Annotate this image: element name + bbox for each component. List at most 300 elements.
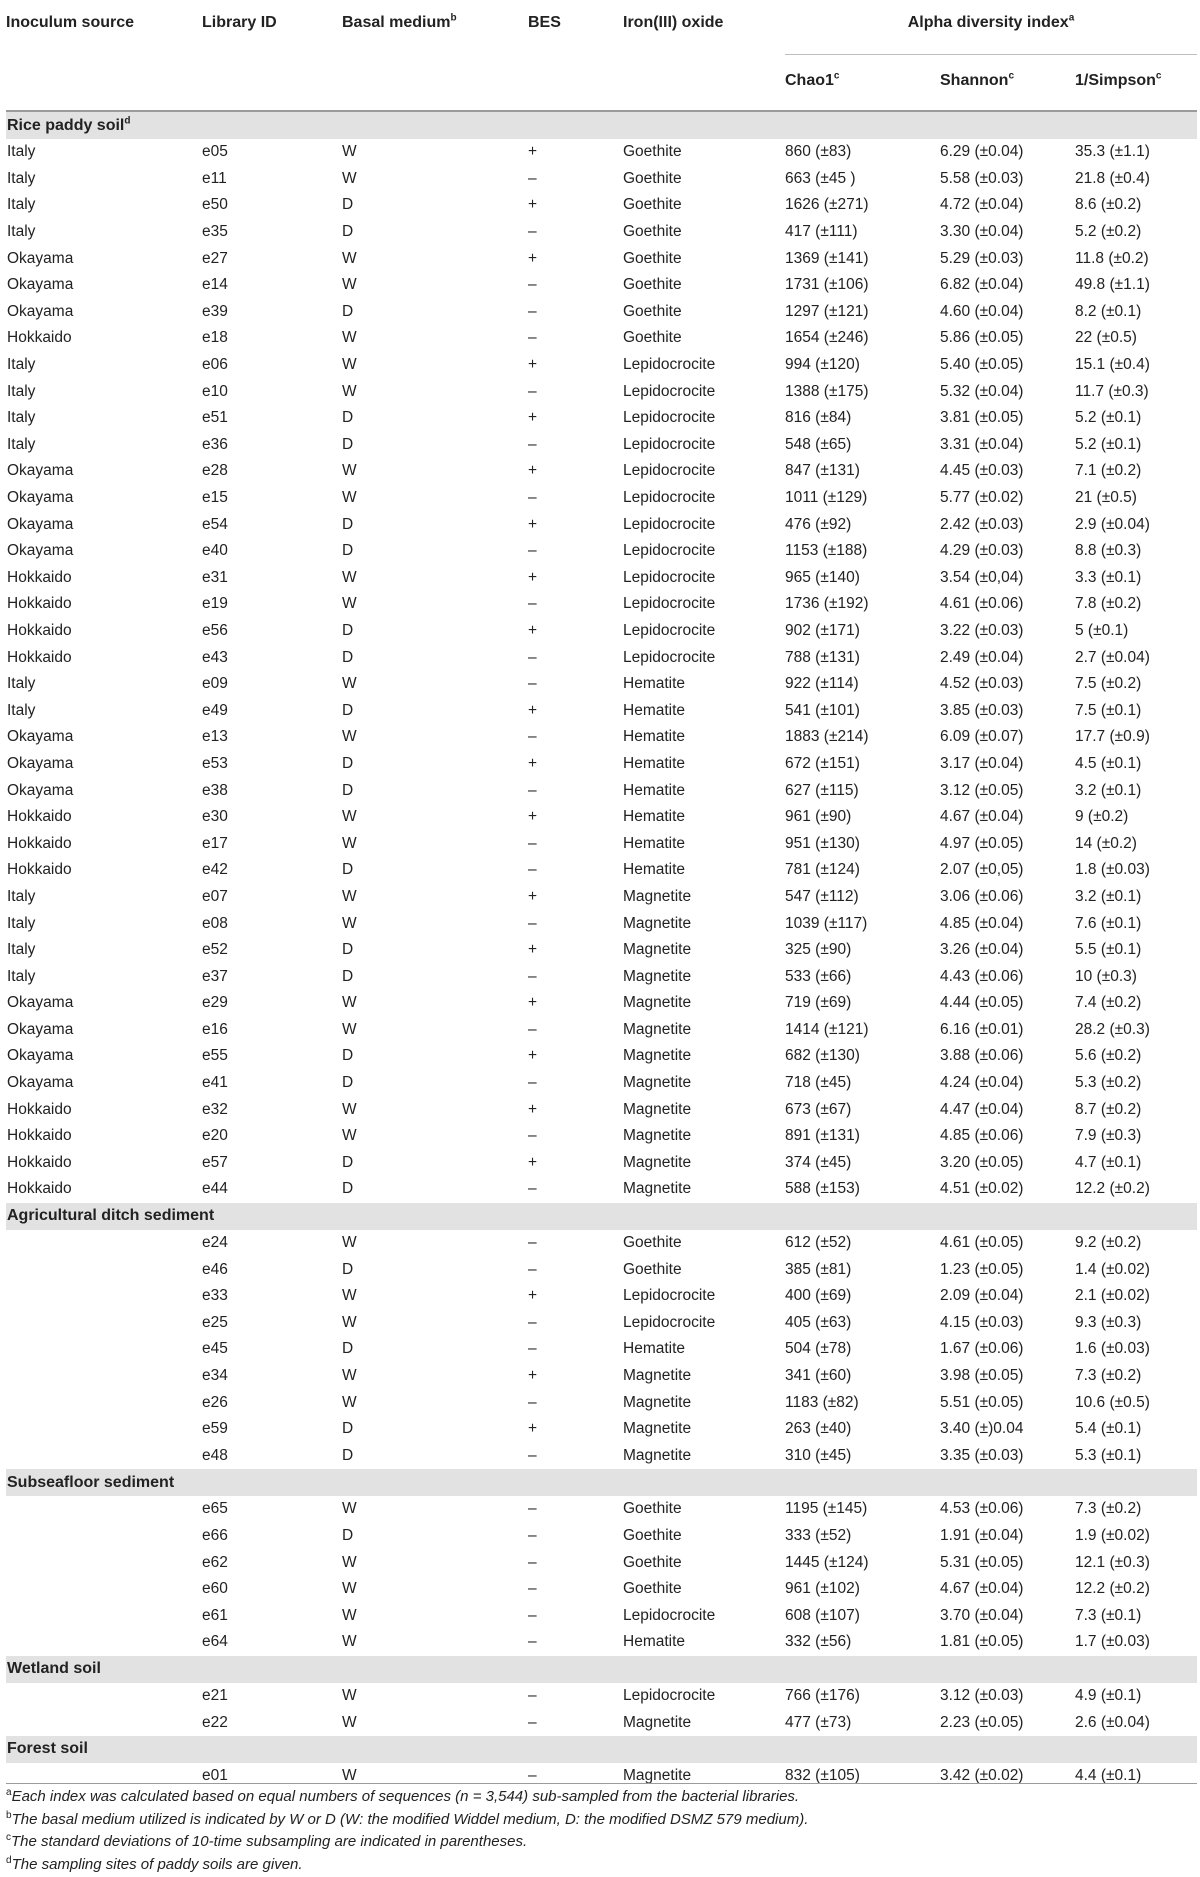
cell-inoculum-source: Italy — [7, 435, 36, 453]
footnote-mark: c — [833, 70, 840, 82]
table-row — [6, 219, 1197, 246]
cell-shannon: 3.31 (±0.04) — [940, 435, 1024, 453]
cell-basal-medium: W — [342, 595, 357, 613]
group-title-text: Forest soil — [7, 1740, 88, 1758]
cell-iron-oxide: Hematite — [623, 808, 686, 826]
cell-chao1: 263 (±40) — [785, 1420, 852, 1438]
table-row — [6, 1176, 1197, 1203]
cell-library-id: e07 — [202, 887, 228, 905]
cell-basal-medium: D — [342, 941, 354, 959]
header-blank — [528, 55, 623, 112]
cell-iron-oxide: Goethite — [623, 196, 682, 214]
cell-inverse-simpson: 8.7 (±0.2) — [1075, 1100, 1142, 1118]
cell-library-id: e21 — [202, 1686, 228, 1704]
table-row — [6, 565, 1197, 592]
cell-library-id: e31 — [202, 568, 228, 586]
cell-shannon: 4.97 (±0.05) — [940, 834, 1024, 852]
cell-bes: – — [528, 861, 537, 879]
header-blank — [342, 55, 528, 112]
cell-inverse-simpson: 5 (±0.1) — [1075, 621, 1129, 639]
cell-iron-oxide: Lepidocrocite — [623, 409, 716, 427]
cell-inverse-simpson: 7.5 (±0.2) — [1075, 675, 1142, 693]
cell-inverse-simpson: 35.3 (±1.1) — [1075, 143, 1150, 161]
cell-chao1: 922 (±114) — [785, 675, 859, 693]
cell-bes: – — [528, 1180, 537, 1198]
footnote-text: The basal medium utilized is indicated by W or D (W: the modified Widdel medium, D: the modified DSMZ 579 medium). — [11, 1810, 809, 1828]
table-row — [6, 405, 1197, 432]
footnote-mark: a — [6, 1787, 12, 1798]
cell-bes: – — [528, 914, 537, 932]
cell-inoculum-source: Okayama — [7, 302, 74, 320]
cell-inoculum-source — [6, 1416, 202, 1443]
cell-inverse-simpson: 11.8 (±0.2) — [1075, 249, 1149, 267]
cell-library-id: e10 — [202, 382, 228, 400]
cell-library-id: e37 — [202, 967, 228, 985]
cell-inoculum-source: Okayama — [7, 249, 74, 267]
cell-inoculum-source: Okayama — [7, 1020, 74, 1038]
cell-iron-oxide: Magnetite — [623, 1713, 692, 1731]
cell-iron-oxide: Hematite — [623, 701, 686, 719]
cell-inverse-simpson: 8.6 (±0.2) — [1075, 196, 1142, 214]
cell-inoculum-source: Hokkaido — [7, 808, 72, 826]
cell-shannon: 4.51 (±0.02) — [940, 1180, 1024, 1198]
cell-library-id: e17 — [202, 834, 228, 852]
cell-basal-medium: W — [342, 1020, 357, 1038]
cell-library-id: e44 — [202, 1180, 228, 1198]
cell-basal-medium: D — [342, 196, 354, 214]
table-row — [6, 1443, 1197, 1470]
cell-iron-oxide: Hematite — [623, 675, 686, 693]
cell-inoculum-source — [6, 1283, 202, 1310]
cell-basal-medium: W — [342, 1633, 357, 1651]
footnote-mark: a — [1068, 12, 1075, 24]
cell-bes: + — [528, 1047, 538, 1065]
cell-basal-medium: W — [342, 1553, 357, 1571]
header-library-id: Library ID — [202, 14, 277, 31]
cell-bes: – — [528, 675, 537, 693]
cell-chao1: 1654 (±246) — [785, 329, 869, 347]
cell-basal-medium: D — [342, 648, 354, 666]
cell-shannon: 3.12 (±0.03) — [940, 1686, 1024, 1704]
cell-bes: – — [528, 1553, 537, 1571]
group-title — [6, 1656, 1197, 1683]
cell-library-id: e19 — [202, 595, 228, 613]
cell-iron-oxide: Magnetite — [623, 1127, 692, 1145]
table-row — [6, 325, 1197, 352]
table-row — [6, 671, 1197, 698]
table-row — [6, 352, 1197, 379]
cell-library-id: e51 — [202, 409, 228, 427]
cell-inverse-simpson: 2.1 (±0.02) — [1075, 1287, 1150, 1305]
cell-chao1: 417 (±111) — [785, 223, 858, 241]
cell-chao1: 1883 (±214) — [785, 728, 869, 746]
footnotes — [6, 1783, 1197, 1876]
cell-basal-medium: D — [342, 1420, 354, 1438]
table-row — [6, 697, 1197, 724]
cell-iron-oxide: Magnetite — [623, 1767, 692, 1785]
footnote — [6, 1831, 1197, 1854]
cell-inverse-simpson: 2.7 (±0.04) — [1075, 648, 1150, 666]
table-row — [6, 1416, 1197, 1443]
cell-inverse-simpson: 8.8 (±0.3) — [1075, 542, 1142, 560]
cell-basal-medium: W — [342, 1606, 357, 1624]
cell-inoculum-source — [6, 1230, 202, 1257]
cell-shannon: 3.12 (±0.05) — [940, 781, 1024, 799]
table-row — [6, 485, 1197, 512]
cell-shannon: 4.45 (±0.03) — [940, 462, 1024, 480]
cell-shannon: 3.17 (±0.04) — [940, 754, 1024, 772]
cell-iron-oxide: Hematite — [623, 1340, 686, 1358]
table-row — [6, 1150, 1197, 1177]
cell-inoculum-source — [6, 1363, 202, 1390]
cell-bes: + — [528, 1100, 538, 1118]
cell-bes: – — [528, 834, 537, 852]
cell-bes: + — [528, 1153, 538, 1171]
table-row — [6, 1070, 1197, 1097]
cell-iron-oxide: Magnetite — [623, 994, 692, 1012]
cell-inoculum-source — [6, 1336, 202, 1363]
cell-library-id: e30 — [202, 808, 228, 826]
cell-library-id: e20 — [202, 1127, 228, 1145]
cell-iron-oxide: Lepidocrocite — [623, 462, 716, 480]
footnote-text: Each index was calculated based on equal numbers of sequences (n = 3,544) sub-sampled from the bacterial libraries. — [11, 1788, 800, 1805]
cell-inoculum-source: Hokkaido — [7, 1153, 72, 1171]
cell-iron-oxide: Goethite — [623, 1234, 682, 1252]
cell-shannon: 5.86 (±0.05) — [940, 329, 1024, 347]
cell-shannon: 5.29 (±0.03) — [940, 249, 1024, 267]
cell-library-id: e18 — [202, 329, 228, 347]
cell-iron-oxide: Goethite — [623, 143, 682, 161]
cell-library-id: e60 — [202, 1580, 228, 1598]
cell-bes: – — [528, 1500, 537, 1518]
cell-library-id: e64 — [202, 1633, 228, 1651]
cell-basal-medium: D — [342, 701, 354, 719]
header-bes: BES — [528, 14, 561, 31]
cell-chao1: 1736 (±192) — [785, 595, 869, 613]
cell-chao1: 341 (±60) — [785, 1367, 852, 1385]
cell-shannon: 4.85 (±0.04) — [940, 914, 1024, 932]
cell-library-id: e15 — [202, 489, 228, 507]
table-row — [6, 1523, 1197, 1550]
cell-library-id: e22 — [202, 1713, 228, 1731]
cell-chao1: 1414 (±121) — [785, 1020, 869, 1038]
cell-chao1: 374 (±45) — [785, 1153, 852, 1171]
cell-chao1: 608 (±107) — [785, 1606, 860, 1624]
cell-bes: – — [528, 169, 537, 187]
cell-iron-oxide: Magnetite — [623, 1074, 692, 1092]
cell-basal-medium: D — [342, 515, 354, 533]
cell-basal-medium: W — [342, 808, 357, 826]
cell-inverse-simpson: 4.7 (±0.1) — [1075, 1153, 1142, 1171]
cell-inverse-simpson: 28.2 (±0.3) — [1075, 1020, 1150, 1038]
table-row — [6, 1602, 1197, 1629]
cell-inoculum-source: Okayama — [7, 1074, 74, 1092]
cell-shannon: 4.61 (±0.05) — [940, 1234, 1024, 1252]
cell-inoculum-source: Italy — [7, 887, 36, 905]
footnote-text: The sampling sites of paddy soils are given. — [11, 1855, 303, 1873]
group-title — [6, 1736, 1197, 1763]
footnote-mark: b — [6, 1809, 12, 1821]
cell-basal-medium: W — [342, 994, 357, 1012]
cell-chao1: 832 (±105) — [785, 1767, 860, 1785]
cell-chao1: 860 (±83) — [785, 143, 852, 161]
cell-chao1: 902 (±171) — [785, 621, 860, 639]
cell-iron-oxide: Lepidocrocite — [623, 595, 716, 613]
cell-bes: + — [528, 515, 538, 533]
cell-chao1: 781 (±124) — [785, 861, 860, 879]
cell-shannon: 5.58 (±0.03) — [940, 169, 1024, 187]
cell-inoculum-source — [6, 1310, 202, 1337]
cell-iron-oxide: Lepidocrocite — [623, 1313, 716, 1331]
cell-chao1: 961 (±102) — [785, 1580, 860, 1598]
cell-iron-oxide: Lepidocrocite — [623, 648, 716, 666]
cell-bes: – — [528, 302, 537, 320]
cell-bes: – — [528, 1686, 537, 1704]
cell-bes: + — [528, 356, 538, 374]
table-row — [6, 618, 1197, 645]
cell-shannon: 4.53 (±0.06) — [940, 1500, 1024, 1518]
cell-bes: + — [528, 1367, 538, 1385]
cell-chao1: 310 (±45) — [785, 1446, 852, 1464]
table-row — [6, 378, 1197, 405]
cell-bes: – — [528, 728, 537, 746]
cell-shannon: 4.24 (±0.04) — [940, 1074, 1024, 1092]
cell-chao1: 847 (±131) — [785, 462, 860, 480]
cell-shannon: 3.35 (±0.03) — [940, 1446, 1024, 1464]
cell-basal-medium: D — [342, 1180, 354, 1198]
cell-inoculum-source: Italy — [7, 196, 36, 214]
cell-library-id: e41 — [202, 1074, 228, 1092]
cell-basal-medium: D — [342, 1526, 354, 1544]
cell-chao1: 1388 (±175) — [785, 382, 869, 400]
cell-basal-medium: D — [342, 781, 354, 799]
cell-inverse-simpson: 12.1 (±0.3) — [1075, 1553, 1150, 1571]
cell-iron-oxide: Magnetite — [623, 1446, 692, 1464]
cell-library-id: e42 — [202, 861, 228, 879]
table-row — [6, 724, 1197, 751]
cell-chao1: 951 (±130) — [785, 834, 860, 852]
cell-iron-oxide: Goethite — [623, 223, 682, 241]
cell-inoculum-source: Hokkaido — [7, 1100, 72, 1118]
table-row — [6, 937, 1197, 964]
cell-inverse-simpson: 12.2 (±0.2) — [1075, 1580, 1150, 1598]
cell-inverse-simpson: 7.5 (±0.1) — [1075, 701, 1142, 719]
cell-iron-oxide: Magnetite — [623, 914, 692, 932]
cell-chao1: 994 (±120) — [785, 356, 860, 374]
cell-chao1: 476 (±92) — [785, 515, 852, 533]
cell-shannon: 5.77 (±0.02) — [940, 489, 1024, 507]
cell-basal-medium: W — [342, 462, 357, 480]
cell-library-id: e53 — [202, 754, 228, 772]
alpha-diversity-table-container — [6, 0, 1197, 1789]
cell-bes: + — [528, 1420, 538, 1438]
table-row — [6, 538, 1197, 565]
cell-chao1: 504 (±78) — [785, 1340, 852, 1358]
cell-shannon: 1.23 (±0.05) — [940, 1260, 1024, 1278]
cell-inverse-simpson: 1.6 (±0.03) — [1075, 1340, 1150, 1358]
cell-inoculum-source: Okayama — [7, 781, 74, 799]
cell-inverse-simpson: 15.1 (±0.4) — [1075, 356, 1150, 374]
cell-chao1: 547 (±112) — [785, 887, 859, 905]
footnote-mark: d — [6, 1854, 12, 1866]
table-row — [6, 884, 1197, 911]
cell-shannon: 3.88 (±0.06) — [940, 1047, 1024, 1065]
cell-chao1: 965 (±140) — [785, 568, 860, 586]
table-header — [6, 0, 1197, 111]
cell-inverse-simpson: 21 (±0.5) — [1075, 489, 1137, 507]
cell-iron-oxide: Lepidocrocite — [623, 542, 716, 560]
table-row — [6, 644, 1197, 671]
cell-shannon: 3.26 (±0.04) — [940, 941, 1024, 959]
cell-inverse-simpson: 4.5 (±0.1) — [1075, 754, 1142, 772]
cell-inverse-simpson: 49.8 (±1.1) — [1075, 276, 1150, 294]
header-basal-medium: Basal medium$^b$ — [342, 12, 457, 31]
cell-library-id: e36 — [202, 435, 228, 453]
cell-basal-medium: W — [342, 169, 357, 187]
cell-library-id: e50 — [202, 196, 228, 214]
table-row — [6, 139, 1197, 166]
cell-basal-medium: D — [342, 542, 354, 560]
cell-shannon: 3.42 (±0.02) — [940, 1767, 1024, 1785]
table-row — [6, 804, 1197, 831]
cell-inverse-simpson: 11.7 (±0.3) — [1075, 382, 1149, 400]
cell-chao1: 1011 (±129) — [785, 489, 868, 507]
cell-iron-oxide: Goethite — [623, 1553, 682, 1571]
cell-inoculum-source: Italy — [7, 143, 36, 161]
cell-chao1: 400 (±69) — [785, 1287, 852, 1305]
cell-iron-oxide: Goethite — [623, 276, 682, 294]
cell-iron-oxide: Hematite — [623, 1633, 686, 1651]
cell-inverse-simpson: 5.6 (±0.2) — [1075, 1047, 1142, 1065]
cell-inverse-simpson: 21.8 (±0.4) — [1075, 169, 1150, 187]
cell-library-id: e48 — [202, 1446, 228, 1464]
cell-shannon: 2.23 (±0.05) — [940, 1713, 1024, 1731]
cell-library-id: e54 — [202, 515, 228, 533]
cell-inoculum-source: Italy — [7, 914, 36, 932]
cell-basal-medium: D — [342, 621, 354, 639]
cell-bes: – — [528, 1713, 537, 1731]
footnote — [6, 1809, 1197, 1832]
cell-bes: – — [528, 781, 537, 799]
cell-basal-medium: W — [342, 489, 357, 507]
cell-shannon: 6.29 (±0.04) — [940, 143, 1024, 161]
cell-chao1: 1369 (±141) — [785, 249, 869, 267]
cell-inoculum-source: Okayama — [7, 515, 74, 533]
cell-inoculum-source: Italy — [7, 967, 36, 985]
cell-shannon: 4.52 (±0.03) — [940, 675, 1024, 693]
cell-shannon: 5.32 (±0.04) — [940, 382, 1024, 400]
cell-iron-oxide: Magnetite — [623, 941, 692, 959]
cell-chao1: 325 (±90) — [785, 941, 852, 959]
header-chao1: Chao1$^c$ — [785, 70, 840, 89]
cell-inverse-simpson: 4.4 (±0.1) — [1075, 1767, 1142, 1785]
table-row — [6, 1283, 1197, 1310]
cell-iron-oxide: Magnetite — [623, 1367, 692, 1385]
cell-bes: + — [528, 1287, 538, 1305]
cell-inoculum-source — [6, 1523, 202, 1550]
cell-basal-medium: D — [342, 754, 354, 772]
cell-inverse-simpson: 9 (±0.2) — [1075, 808, 1129, 826]
cell-inoculum-source — [6, 1629, 202, 1656]
cell-library-id: e34 — [202, 1367, 228, 1385]
cell-iron-oxide: Goethite — [623, 1580, 682, 1598]
cell-chao1: 477 (±73) — [785, 1713, 852, 1731]
cell-shannon: 1.91 (±0.04) — [940, 1526, 1024, 1544]
cell-inoculum-source: Hokkaido — [7, 595, 72, 613]
cell-shannon: 2.09 (±0.04) — [940, 1287, 1024, 1305]
cell-shannon: 3.70 (±0.04) — [940, 1606, 1024, 1624]
cell-inoculum-source: Okayama — [7, 1047, 74, 1065]
cell-inverse-simpson: 7.4 (±0.2) — [1075, 994, 1142, 1012]
table-row — [6, 1123, 1197, 1150]
cell-inoculum-source: Hokkaido — [7, 568, 72, 586]
cell-iron-oxide: Goethite — [623, 1526, 682, 1544]
cell-iron-oxide: Magnetite — [623, 1153, 692, 1171]
cell-chao1: 1297 (±121) — [785, 302, 869, 320]
cell-shannon: 2.42 (±0.03) — [940, 515, 1024, 533]
cell-inoculum-source: Italy — [7, 223, 36, 241]
table-row — [6, 990, 1197, 1017]
cell-shannon: 3.98 (±0.05) — [940, 1367, 1024, 1385]
cell-library-id: e62 — [202, 1553, 228, 1571]
cell-inverse-simpson: 3.2 (±0.1) — [1075, 887, 1142, 905]
cell-library-id: e46 — [202, 1260, 228, 1278]
cell-iron-oxide: Magnetite — [623, 887, 692, 905]
cell-inoculum-source — [6, 1389, 202, 1416]
cell-library-id: e16 — [202, 1020, 228, 1038]
cell-basal-medium: W — [342, 276, 357, 294]
table-row — [6, 245, 1197, 272]
cell-shannon: 3.81 (±0.05) — [940, 409, 1024, 427]
cell-bes: + — [528, 754, 538, 772]
table-row — [6, 166, 1197, 193]
cell-chao1: 1039 (±117) — [785, 914, 868, 932]
cell-basal-medium: D — [342, 302, 354, 320]
cell-basal-medium: W — [342, 914, 357, 932]
cell-shannon: 3.30 (±0.04) — [940, 223, 1024, 241]
footnote-mark: d — [124, 115, 131, 127]
cell-inverse-simpson: 7.8 (±0.2) — [1075, 595, 1142, 613]
cell-inverse-simpson: 1.4 (±0.02) — [1075, 1260, 1150, 1278]
cell-inverse-simpson: 9.3 (±0.3) — [1075, 1313, 1142, 1331]
cell-chao1: 612 (±52) — [785, 1234, 852, 1252]
cell-bes: + — [528, 249, 538, 267]
cell-shannon: 4.47 (±0.04) — [940, 1100, 1024, 1118]
table-row — [6, 432, 1197, 459]
cell-shannon: 1.81 (±0.05) — [940, 1633, 1024, 1651]
table-body — [6, 111, 1197, 1789]
cell-inverse-simpson: 5.4 (±0.1) — [1075, 1420, 1142, 1438]
cell-basal-medium: W — [342, 382, 357, 400]
table-row — [6, 1043, 1197, 1070]
cell-inoculum-source: Hokkaido — [7, 1180, 72, 1198]
cell-iron-oxide: Magnetite — [623, 1020, 692, 1038]
cell-basal-medium: W — [342, 1767, 357, 1785]
cell-iron-oxide: Hematite — [623, 781, 686, 799]
cell-inoculum-source: Hokkaido — [7, 621, 72, 639]
table-row — [6, 1230, 1197, 1257]
cell-inverse-simpson: 4.9 (±0.1) — [1075, 1686, 1142, 1704]
cell-library-id: e32 — [202, 1100, 228, 1118]
cell-inverse-simpson: 10 (±0.3) — [1075, 967, 1137, 985]
cell-inoculum-source: Okayama — [7, 276, 74, 294]
cell-shannon: 4.61 (±0.06) — [940, 595, 1024, 613]
cell-chao1: 1445 (±124) — [785, 1553, 869, 1571]
cell-library-id: e65 — [202, 1500, 228, 1518]
group-title-text: Rice paddy soil — [7, 116, 125, 134]
cell-bes: – — [528, 648, 537, 666]
footnote — [6, 1854, 1197, 1877]
